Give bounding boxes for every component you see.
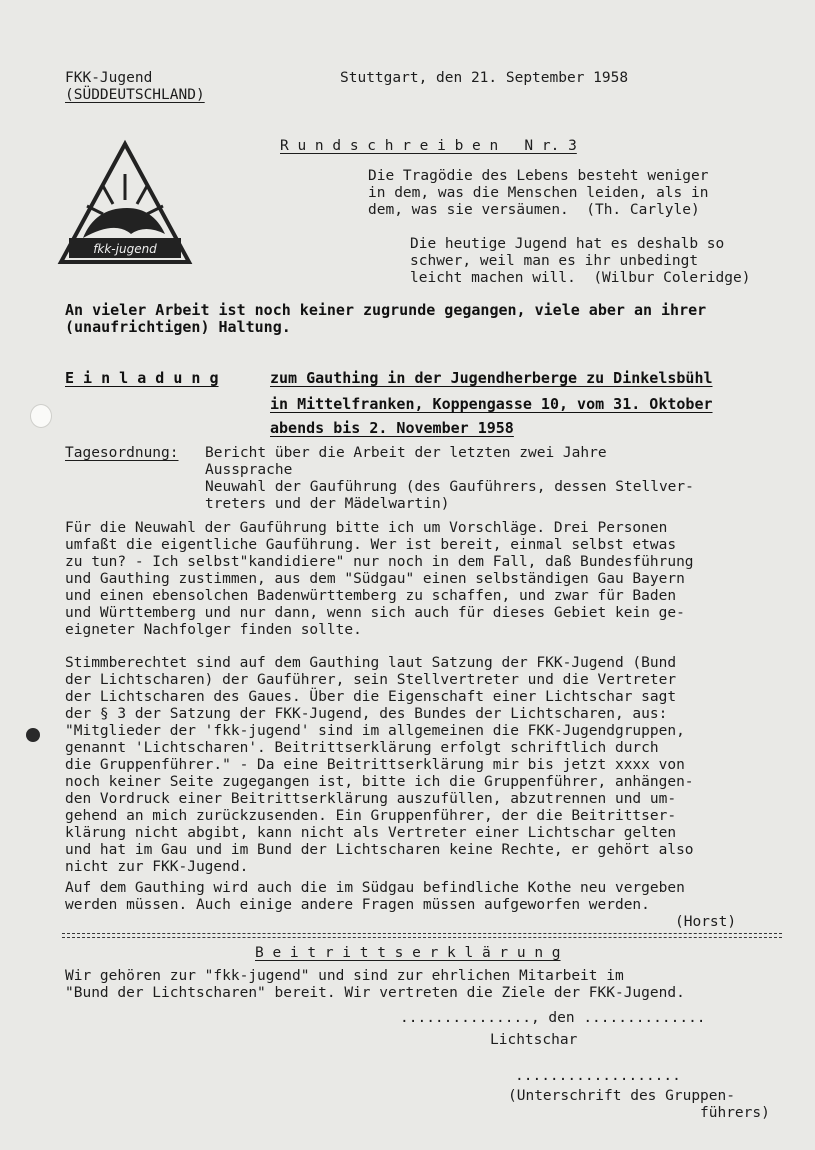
invitation-line1: zum Gauthing in der Jugendherberge zu Dinkelsbühl: [270, 369, 713, 387]
quote1-line3: dem, was sie versäumen. (Th. Carlyle): [368, 202, 700, 218]
quote1-line2: in dem, was die Menschen leiden, als in: [368, 185, 709, 201]
form-line2: "Bund der Lichtscharen" bereit. Wir vertreten die Ziele der FKK-Jugend.: [65, 985, 685, 1001]
form-sign-dots: ...................: [515, 1068, 681, 1084]
quote2-line1: Die heutige Jugend hat es deshalb so: [410, 236, 725, 252]
para2-line5: "Mitglieder der 'fkk-jugend' sind im allgemeinen die FKK-Jugendgruppen,: [65, 723, 685, 739]
agenda-item3: Neuwahl der Gauführung (des Gauführers, dessen Stellver-: [205, 479, 694, 495]
form-line1: Wir gehören zur "fkk-jugend" und sind zur ehrlichen Mitarbeit im: [65, 968, 624, 984]
para2-line12: und hat im Gau und im Bund der Lichtscharen keine Rechte, er gehört also: [65, 842, 694, 858]
para2-line3: der Lichtscharen des Gaues. Über die Eigenschaft einer Lichtschar sagt: [65, 689, 677, 705]
para3-line2: werden müssen. Auch einige andere Fragen müssen aufgeworfen werden.: [65, 897, 650, 913]
para2-line2: der Lichtscharen) der Gauführer, sein Stellvertreter und die Vertreter: [65, 672, 677, 688]
para2-line10: gehend an mich zurückzusenden. Ein Gruppenführer, der die Beitrittser-: [65, 808, 677, 824]
form-sign-caption1: (Unterschrift des Gruppen-: [508, 1088, 735, 1104]
logo-text: fkk-jugend: [93, 242, 157, 256]
agenda-item4: treters und der Mädelwartin): [205, 496, 450, 512]
quote1-line1: Die Tragödie des Lebens besteht weniger: [368, 168, 709, 184]
agenda-item1: Bericht über die Arbeit der letzten zwei Jahre: [205, 445, 607, 461]
quote2-line3: leicht machen will. (Wilbur Coleridge): [410, 270, 751, 286]
cut-line-1: [62, 933, 782, 934]
circular-title: R u n d s c h r e i b e n N r. 3: [280, 138, 577, 154]
para1-line3: zu tun? - Ich selbst"kandidiere" nur noch in dem Fall, daß Bundesführung: [65, 554, 694, 570]
invitation-label: E i n l a d u n g: [65, 369, 219, 387]
punch-hole-bottom: [26, 728, 40, 742]
fkk-jugend-logo: [55, 138, 195, 268]
place-date: Stuttgart, den 21. September 1958: [340, 70, 629, 86]
para1-line6: und Württemberg und nur dann, wenn sich auch für dieses Gebiet kein ge-: [65, 605, 685, 621]
para2-line9: den Vordruck einer Beitrittserklärung auszufüllen, abzutrennen und um-: [65, 791, 677, 807]
para1-line4: und Gauthing zustimmen, aus dem "Südgau" einen selbständigen Gau Bayern: [65, 571, 685, 587]
motto-line2: (unaufrichtigen) Haltung.: [65, 318, 291, 336]
para2-line8: noch keiner Seite zugegangen ist, bitte ich die Gruppenführer, anhängen-: [65, 774, 694, 790]
punch-hole-top: [30, 404, 52, 428]
para2-line13: nicht zur FKK-Jugend.: [65, 859, 249, 875]
quote2-line2: schwer, weil man es ihr unbedingt: [410, 253, 699, 269]
invitation-line2: in Mittelfranken, Koppengasse 10, vom 31. Oktober: [270, 395, 713, 413]
para2-line6: genannt 'Lichtscharen'. Beitrittserklärung erfolgt schriftlich durch: [65, 740, 659, 756]
para1-line1: Für die Neuwahl der Gauführung bitte ich um Vorschläge. Drei Personen: [65, 520, 668, 536]
org-region: (SÜDDEUTSCHLAND): [65, 87, 205, 103]
org-name: FKK-Jugend: [65, 70, 153, 86]
para2-line11: klärung nicht abgibt, kann nicht als Vertreter einer Lichtschar gelten: [65, 825, 677, 841]
form-group-label: Lichtschar: [490, 1032, 578, 1048]
para2-line4: der § 3 der Satzung der FKK-Jugend, des Bundes der Lichtscharen, aus:: [65, 706, 668, 722]
signature-horst: (Horst): [675, 914, 737, 930]
motto-line1: An vieler Arbeit ist noch keiner zugrunde gegangen, viele aber an ihrer: [65, 301, 707, 319]
para1-line5: und einen ebensolchen Badenwürttemberg zu schaffen, und zwar für Baden: [65, 588, 677, 604]
form-sign-caption2: führers): [700, 1105, 770, 1121]
para2-line1: Stimmberechtet sind auf dem Gauthing laut Satzung der FKK-Jugend (Bund: [65, 655, 677, 671]
para3-line1: Auf dem Gauthing wird auch die im Südgau befindliche Kothe neu vergeben: [65, 880, 685, 896]
invitation-line3: abends bis 2. November 1958: [270, 419, 514, 437]
cut-line-2: [62, 937, 782, 938]
form-date-line: ..............., den ..............: [400, 1010, 706, 1026]
form-title: B e i t r i t t s e r k l ä r u n g: [255, 945, 561, 961]
para2-line7: die Gruppenführer." - Da eine Beitrittserklärung mir bis jetzt xxxx von: [65, 757, 685, 773]
agenda-label: Tagesordnung:: [65, 445, 179, 461]
para1-line2: umfaßt die eigentliche Gauführung. Wer ist bereit, einmal selbst etwas: [65, 537, 677, 553]
agenda-item2: Aussprache: [205, 462, 293, 478]
para1-line7: eigneter Nachfolger finden sollte.: [65, 622, 362, 638]
